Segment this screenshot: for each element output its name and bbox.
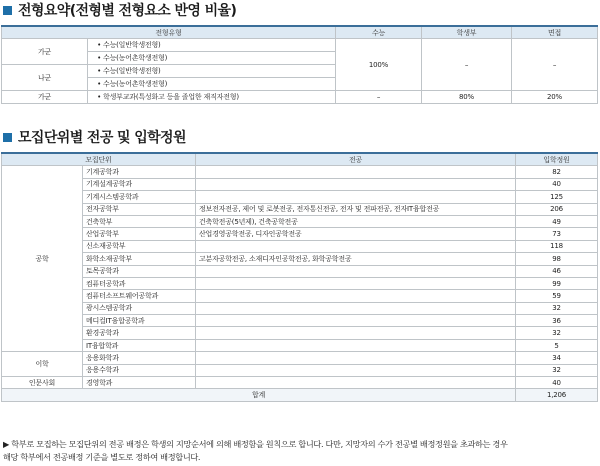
total-label: 합계 — [2, 389, 516, 401]
major-cell — [196, 339, 516, 351]
major-cell — [196, 290, 516, 302]
header-quota: 입학정원 — [516, 153, 598, 166]
type-cell: • 수능(일반학생전형) — [88, 39, 336, 52]
quota-cell: 82 — [516, 166, 598, 178]
group-cell: 가군 — [2, 39, 88, 65]
unit-cell: 기계공학과 — [83, 166, 196, 178]
table-row — [2, 339, 598, 351]
interview-ratio-cell: 20% — [512, 91, 598, 104]
footnote — [3, 438, 597, 464]
footnote-line: ▶ 학부로 모집하는 모집단위의 전공 배정은 학생의 지망순서에 의해 배정함을 원칙으로 합니다. 다만, 지망자의 수가 전공별 배정정원을 초과하는 경우 — [3, 439, 508, 449]
quota-cell: 125 — [516, 191, 598, 203]
table-row — [2, 39, 598, 52]
major-cell — [196, 352, 516, 364]
total-value: 1,206 — [516, 389, 598, 401]
table-row — [2, 166, 598, 178]
table-row — [2, 364, 598, 376]
table-row — [2, 290, 598, 302]
quota-table — [1, 152, 598, 402]
header-unit: 모집단위 — [2, 153, 196, 166]
unit-cell: 컴퓨터소프트웨어공학과 — [83, 290, 196, 302]
square-bullet-icon — [3, 6, 12, 15]
quota-cell: 36 — [516, 315, 598, 327]
header-interview: 면접 — [512, 26, 598, 39]
section-heading-summary — [3, 0, 236, 20]
section-heading-quota — [3, 127, 186, 147]
type-cell: • 학생부교과(특성화고 등을 졸업한 재직자전형) — [88, 91, 336, 104]
quota-cell: 32 — [516, 327, 598, 339]
square-bullet-icon — [3, 133, 12, 142]
unit-cell: 신소재공학부 — [83, 240, 196, 252]
unit-cell: 응용수학과 — [83, 364, 196, 376]
quota-cell: 59 — [516, 290, 598, 302]
quota-cell: 206 — [516, 203, 598, 215]
major-cell: 건축학전공(5년제), 건축공학전공 — [196, 215, 516, 227]
unit-cell: 전자공학부 — [83, 203, 196, 215]
table-row — [2, 203, 598, 215]
table-row — [2, 91, 598, 104]
unit-cell: 응용화학과 — [83, 352, 196, 364]
header-suneung: 수능 — [336, 26, 422, 39]
major-cell — [196, 166, 516, 178]
admission-summary-table — [1, 25, 598, 104]
major-cell — [196, 277, 516, 289]
quota-cell: 40 — [516, 178, 598, 190]
header-type: 전형유형 — [2, 26, 336, 39]
hak-ratio-cell: 80% — [422, 91, 512, 104]
major-cell — [196, 315, 516, 327]
quota-cell: 40 — [516, 377, 598, 389]
group-cell: 가군 — [2, 91, 88, 104]
group-cell-engineering: 공학 — [2, 166, 83, 352]
type-cell: • 수능(농어촌학생전형) — [88, 52, 336, 65]
quota-cell: 118 — [516, 240, 598, 252]
group-cell-science: 이학 — [2, 352, 83, 377]
group-cell: 나군 — [2, 65, 88, 91]
unit-cell: 광시스템공학과 — [83, 302, 196, 314]
table-row — [2, 352, 598, 364]
unit-cell: 환경공학과 — [83, 327, 196, 339]
major-cell — [196, 265, 516, 277]
major-cell — [196, 178, 516, 190]
table-header-row — [2, 26, 598, 39]
major-cell: 고분자공학전공, 소재디자인공학전공, 화학공학전공 — [196, 253, 516, 265]
table-row — [2, 327, 598, 339]
quota-cell: 98 — [516, 253, 598, 265]
quota-cell: 73 — [516, 228, 598, 240]
quota-cell: 34 — [516, 352, 598, 364]
quota-cell: 5 — [516, 339, 598, 351]
quota-cell: 49 — [516, 215, 598, 227]
section-title: 전형요약(전형별 전형요소 반영 비율) — [18, 3, 237, 19]
major-cell — [196, 191, 516, 203]
unit-cell: 기계시스템공학과 — [83, 191, 196, 203]
quota-cell: 32 — [516, 364, 598, 376]
table-row — [2, 265, 598, 277]
quota-cell: 46 — [516, 265, 598, 277]
suneung-ratio-cell: – — [336, 91, 422, 104]
table-header-row — [2, 153, 598, 166]
table-row — [2, 228, 598, 240]
section-title: 모집단위별 전공 및 입학정원 — [18, 130, 186, 146]
suneung-ratio-cell: 100% — [336, 39, 422, 91]
table-row — [2, 240, 598, 252]
unit-cell: 메디컬IT융합공학과 — [83, 315, 196, 327]
footnote-line: 해당 학부에서 전공배정 기준을 별도로 정하여 배정합니다. — [3, 452, 201, 462]
unit-cell: 산업공학부 — [83, 228, 196, 240]
major-cell — [196, 364, 516, 376]
type-cell: • 수능(일반학생전형) — [88, 65, 336, 78]
major-cell — [196, 377, 516, 389]
group-cell-humanities: 인문사회 — [2, 377, 83, 389]
quota-cell: 99 — [516, 277, 598, 289]
table-row — [2, 377, 598, 389]
unit-cell: 토목공학과 — [83, 265, 196, 277]
table-row — [2, 253, 598, 265]
interview-ratio-cell: – — [512, 39, 598, 91]
table-row — [2, 215, 598, 227]
major-cell — [196, 327, 516, 339]
type-cell: • 수능(농어촌학생전형) — [88, 78, 336, 91]
table-row — [2, 178, 598, 190]
table-row — [2, 315, 598, 327]
unit-cell: 화학소재공학부 — [83, 253, 196, 265]
major-cell: 정보전자전공, 제어 및 로봇전공, 전자통신전공, 전자 및 전파전공, 전자IT융합전공 — [196, 203, 516, 215]
unit-cell: 컴퓨터공학과 — [83, 277, 196, 289]
table-row — [2, 302, 598, 314]
total-row — [2, 389, 598, 401]
table-row — [2, 277, 598, 289]
quota-cell: 32 — [516, 302, 598, 314]
major-cell: 산업경영공학전공, 디자인공학전공 — [196, 228, 516, 240]
hak-ratio-cell: – — [422, 39, 512, 91]
unit-cell: 건축학부 — [83, 215, 196, 227]
header-major: 전공 — [196, 153, 516, 166]
major-cell — [196, 302, 516, 314]
major-cell — [196, 240, 516, 252]
unit-cell: IT융합학과 — [83, 339, 196, 351]
unit-cell: 기계설계공학과 — [83, 178, 196, 190]
header-hakseangbu: 학생부 — [422, 26, 512, 39]
unit-cell: 경영학과 — [83, 377, 196, 389]
table-row — [2, 191, 598, 203]
